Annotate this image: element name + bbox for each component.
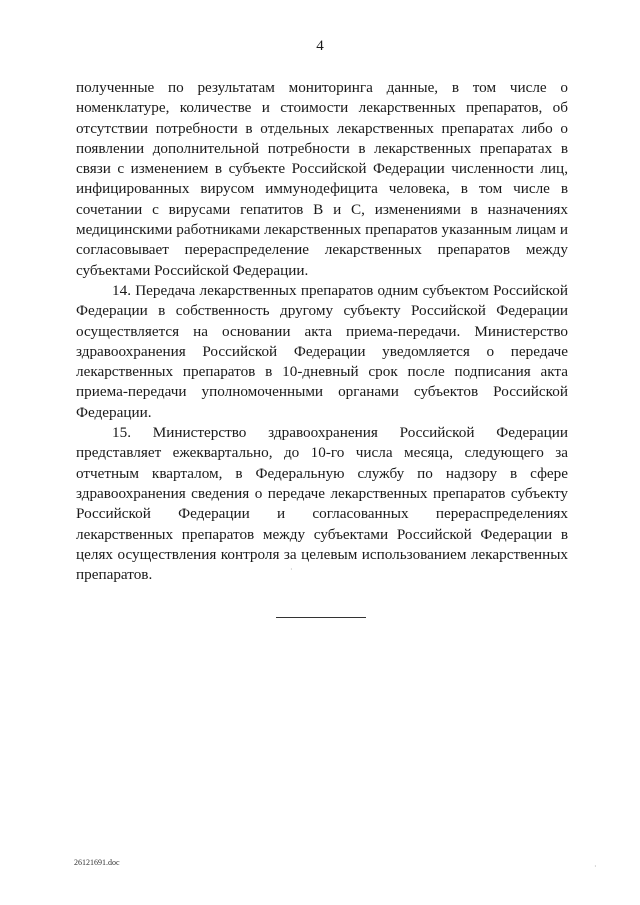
paragraph-item-15: 15. Министерство здравоохранения Российской Федерации представляет ежеквартально, до 10-го числа месяца, следующего за отчетным кварталом, в Федеральную службу по надзору в сфере здравоохранения сведения о передаче лекарственных препаратов субъекту Российской Федерации и согласованных перераспределениях лекарственных препаратов между субъектами Российской Федерации в целях осуществления контроля за целевым использованием лекарственных препаратов.	[76, 424, 568, 584]
paragraph-continuation: полученные по результатам мониторинга данные, в том числе о номенклатуре, количестве и стоимости лекарственных препаратов, об отсутствии потребности в отдельных лекарственных препаратах либо о появлении дополнительной потребности в лекарственных препаратах в связи с изменением в субъекте Российской Федерации численности лиц, инфицированных вирусом иммунодефицита человека, в том числе в сочетании с вирусами гепатитов В и С, изменениями в назначениях медицинскими работниками лекарственных препаратов указанным лицам и согласовывает перераспределение лекарственных препаратов между субъектами Российской Федерации.	[76, 79, 568, 279]
paragraph-item-14: 14. Передача лекарственных препаратов одним субъектом Российской Федерации в собственность другому субъекту Российской Федерации осуществляется на основании акта приема-передачи. Министерство здравоохранения Российской Федерации уведомляется о передаче лекарственных препаратов в 10-дневный срок после подписания акта приема-передачи уполномоченными органами субъектов Российской Федерации.	[76, 281, 568, 421]
end-divider	[276, 617, 366, 618]
footer-filename: 26121691.doc	[74, 858, 120, 867]
margin-mark: ·	[290, 565, 293, 574]
page-number: 4	[316, 38, 324, 54]
document-body	[76, 78, 568, 585]
margin-mark: ·	[594, 862, 597, 871]
